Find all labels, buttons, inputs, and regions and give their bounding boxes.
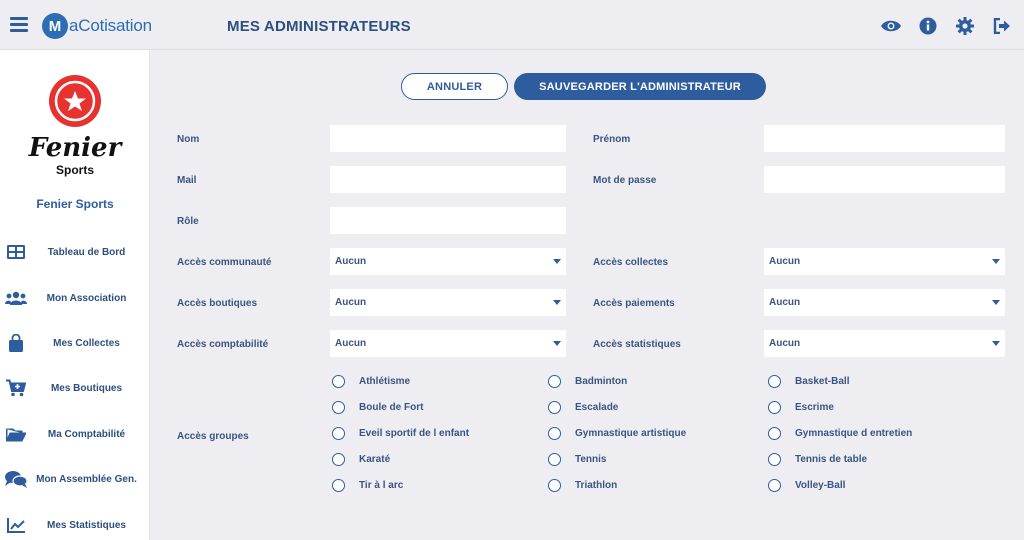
folder-icon xyxy=(1,427,31,442)
select-value: Aucun xyxy=(769,256,801,267)
group-radio[interactable] xyxy=(332,427,469,440)
gear-icon[interactable] xyxy=(946,14,983,38)
chat-icon xyxy=(1,470,31,488)
password-input[interactable] xyxy=(764,166,1005,193)
sidebar-item-tableau-de-bord[interactable] xyxy=(0,239,150,265)
page-title: MES ADMINISTRATEURS xyxy=(227,18,411,35)
group-radio[interactable] xyxy=(332,401,423,414)
group-radio[interactable] xyxy=(768,401,834,414)
group-label: Volley-Ball xyxy=(795,480,846,491)
group-radio[interactable] xyxy=(548,401,618,414)
group-radio[interactable] xyxy=(548,453,606,466)
radio-circle[interactable] xyxy=(548,401,561,414)
cart-icon xyxy=(1,379,31,397)
mail-input[interactable] xyxy=(330,166,566,193)
acces-communaute-label: Accès communauté xyxy=(177,257,272,268)
group-label: Escalade xyxy=(575,402,619,413)
group-label: Tir à l arc xyxy=(359,480,404,491)
select-value: Aucun xyxy=(335,338,367,349)
sidebar xyxy=(0,50,150,540)
save-administrator-button[interactable]: SAUVEGARDER L'ADMINISTRATEUR xyxy=(514,73,766,100)
sidebar-item-mes-boutiques[interactable] xyxy=(0,375,150,401)
users-icon xyxy=(1,291,31,305)
sidebar-item-mon-association[interactable] xyxy=(0,285,150,311)
select-value: Aucun xyxy=(769,338,801,349)
radio-circle[interactable] xyxy=(768,375,781,388)
radio-circle[interactable] xyxy=(332,375,345,388)
sidebar-item-label: Mes Boutiques xyxy=(50,382,123,394)
group-radio[interactable] xyxy=(548,427,686,440)
sidebar-item-label: Ma Comptabilité xyxy=(47,428,126,440)
logo-mark: M xyxy=(42,13,68,39)
shopping-bag-icon xyxy=(1,334,31,352)
top-bar xyxy=(0,0,1024,50)
caret-down-icon xyxy=(553,341,561,346)
select-value: Aucun xyxy=(335,256,367,267)
radio-circle[interactable] xyxy=(332,453,345,466)
acces-comptabilite-select[interactable] xyxy=(330,330,566,357)
info-icon[interactable] xyxy=(909,14,946,38)
acces-boutiques-select[interactable] xyxy=(330,289,566,316)
group-radio[interactable] xyxy=(332,479,403,492)
group-label: Gymnastique d entretien xyxy=(795,428,913,439)
group-radio[interactable] xyxy=(548,375,627,388)
acces-boutiques-label: Accès boutiques xyxy=(177,298,258,309)
sidebar-item-mon-assemblee-gen[interactable] xyxy=(0,466,150,492)
radio-circle[interactable] xyxy=(768,401,781,414)
header-actions xyxy=(872,14,1020,38)
sidebar-item-ma-comptabilite[interactable] xyxy=(0,421,150,447)
logout-icon[interactable] xyxy=(983,14,1020,38)
caret-down-icon xyxy=(553,259,561,264)
radio-circle[interactable] xyxy=(548,427,561,440)
group-radio[interactable] xyxy=(332,375,410,388)
group-label: Tennis xyxy=(575,454,607,465)
group-label: Karaté xyxy=(359,454,391,465)
acces-comptabilite-label: Accès comptabilité xyxy=(177,339,269,350)
club-name: Fenier Sports xyxy=(36,197,114,211)
acces-statistiques-label: Accès statistiques xyxy=(593,339,681,350)
acces-paiements-select[interactable] xyxy=(764,289,1005,316)
group-label: Gymnastique artistique xyxy=(575,428,687,439)
radio-circle[interactable] xyxy=(768,427,781,440)
group-label: Escrime xyxy=(795,402,834,413)
caret-down-icon xyxy=(992,259,1000,264)
group-radio[interactable] xyxy=(332,453,390,466)
radio-circle[interactable] xyxy=(332,479,345,492)
acces-paiements-label: Accès paiements xyxy=(593,298,675,309)
nom-input[interactable] xyxy=(330,125,566,152)
sidebar-item-mes-collectes[interactable] xyxy=(0,330,150,356)
radio-circle[interactable] xyxy=(548,479,561,492)
group-radio[interactable] xyxy=(768,479,845,492)
svg-text:Sports: Sports xyxy=(55,163,95,177)
eye-icon[interactable] xyxy=(872,14,909,38)
group-radio[interactable] xyxy=(768,453,867,466)
select-value: Aucun xyxy=(335,297,367,308)
svg-text:Fenier: Fenier xyxy=(28,133,122,163)
group-label: Eveil sportif de l enfant xyxy=(359,428,470,439)
role-input[interactable] xyxy=(330,207,566,234)
select-value: Aucun xyxy=(769,297,801,308)
sidebar-item-label: Mon Association xyxy=(46,292,127,304)
prenom-label: Prénom xyxy=(593,134,631,145)
radio-circle[interactable] xyxy=(768,453,781,466)
nom-label: Nom xyxy=(177,134,200,145)
caret-down-icon xyxy=(553,300,561,305)
group-label: Athlétisme xyxy=(359,376,411,387)
sidebar-item-label: Mes Statistiques xyxy=(47,519,126,531)
acces-collectes-select[interactable] xyxy=(764,248,1005,275)
dashboard-icon xyxy=(1,245,31,259)
hamburger-menu-icon[interactable] xyxy=(10,17,28,32)
chart-icon xyxy=(1,518,31,533)
radio-circle[interactable] xyxy=(768,479,781,492)
group-label: Boule de Fort xyxy=(359,402,424,413)
cancel-button[interactable]: ANNULER xyxy=(401,73,508,100)
sidebar-item-label: Mes Collectes xyxy=(53,337,120,349)
club-logo xyxy=(28,74,123,180)
sidebar-item-mes-statistiques[interactable] xyxy=(0,512,150,538)
group-label: Badminton xyxy=(575,376,628,387)
radio-circle[interactable] xyxy=(332,401,345,414)
logo-text: aCotisation xyxy=(69,16,152,35)
radio-circle[interactable] xyxy=(548,375,561,388)
group-label: Basket-Ball xyxy=(795,376,850,387)
role-label: Rôle xyxy=(177,216,199,227)
group-label: Triathlon xyxy=(575,480,618,491)
sidebar-item-label: Tableau de Bord xyxy=(47,246,126,258)
acces-groupes-label: Accès groupes xyxy=(177,431,249,442)
prenom-input[interactable] xyxy=(764,125,1005,152)
caret-down-icon xyxy=(992,300,1000,305)
acces-collectes-label: Accès collectes xyxy=(593,257,669,268)
group-radio[interactable] xyxy=(768,427,912,440)
caret-down-icon xyxy=(992,341,1000,346)
radio-circle[interactable] xyxy=(332,427,345,440)
password-label: Mot de passe xyxy=(593,175,657,186)
group-label: Tennis de table xyxy=(795,454,868,465)
radio-circle[interactable] xyxy=(548,453,561,466)
acces-communaute-select[interactable] xyxy=(330,248,566,275)
acces-statistiques-select[interactable] xyxy=(764,330,1005,357)
group-radio[interactable] xyxy=(548,479,617,492)
sidebar-item-label: Mon Assemblée Gen. xyxy=(36,473,137,485)
mail-label: Mail xyxy=(177,175,197,186)
group-radio[interactable] xyxy=(768,375,849,388)
app-logo[interactable] xyxy=(42,12,152,40)
